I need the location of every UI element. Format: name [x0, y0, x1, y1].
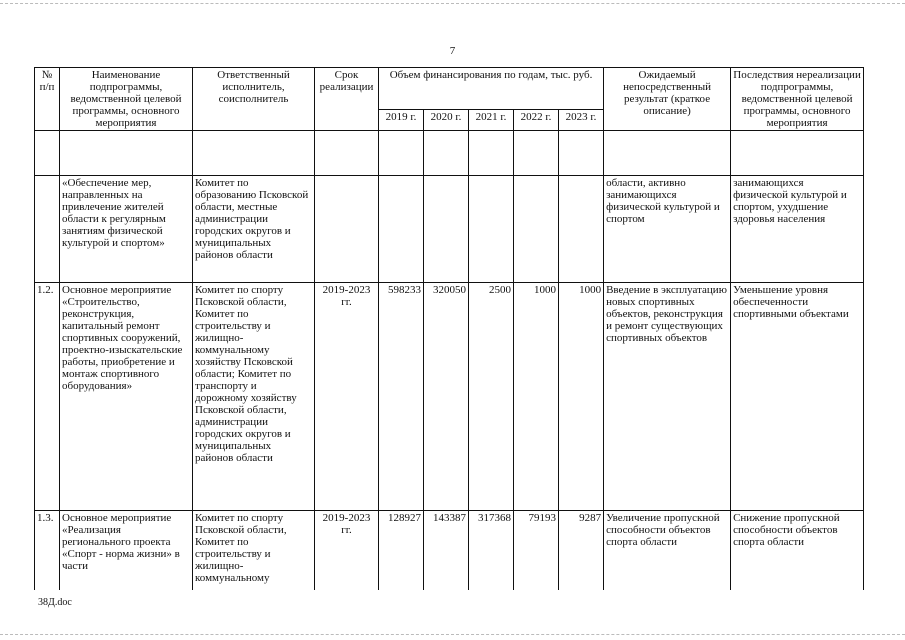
cell-2023	[559, 176, 604, 283]
header-responsible: Ответственный исполнитель, соисполнитель	[193, 68, 315, 131]
cell-result: Введение в эксплуатацию новых спортивных объектов, реконструкция и ремонт существующих спортивных объектов	[604, 283, 731, 511]
header-spacer	[559, 131, 604, 176]
header-spacer	[315, 131, 379, 176]
cell-term: 2019-2023 гг.	[315, 283, 379, 511]
header-spacer	[193, 131, 315, 176]
cell-2022: 1000	[514, 283, 559, 511]
page-number: 7	[449, 45, 456, 57]
cell-term	[315, 176, 379, 283]
table-row	[35, 176, 864, 283]
header-spacer	[469, 131, 514, 176]
header-year-2023: 2023 г.	[559, 109, 604, 130]
cell-responsible: Комитет по образованию Псковской области, местные администрации городских округов и муниципальных районов области	[193, 176, 315, 283]
cell-2023: 9287	[559, 511, 604, 591]
cell-num: 1.2.	[35, 283, 60, 511]
cell-name: «Обеспечение мер, направленных на привлечение жителей области к регулярным занятиям физической культурой и спортом»	[60, 176, 193, 283]
cell-consequences: Снижение пропускной способности объектов спорта области	[731, 511, 864, 591]
cell-2020: 320050	[424, 283, 469, 511]
header-name: Наименование подпрограммы, ведомственной целевой программы, основного мероприятия	[60, 68, 193, 131]
header-term: Срок реализации	[315, 68, 379, 131]
header-num: № п/п	[35, 68, 60, 131]
cell-result: Увеличение пропускной способности объектов спорта области	[604, 511, 731, 591]
table-row	[35, 511, 864, 591]
scan-edge-top	[0, 3, 905, 4]
cell-consequences: Уменьшение уровня обеспеченности спортивными объектами	[731, 283, 864, 511]
cell-2022: 79193	[514, 511, 559, 591]
header-spacer	[60, 131, 193, 176]
header-spacer	[514, 131, 559, 176]
footer-filename: 38Д.doc	[38, 597, 72, 608]
header-year-2020: 2020 г.	[424, 109, 469, 130]
cell-responsible: Комитет по спорту Псковской области, Комитет по строительству и жилищно-коммунальному	[193, 511, 315, 591]
header-spacer	[379, 131, 424, 176]
header-year-2022: 2022 г.	[514, 109, 559, 130]
program-table	[34, 67, 864, 590]
header-year-2019: 2019 г.	[379, 109, 424, 130]
cell-2021: 2500	[469, 283, 514, 511]
header-consequences: Последствия нереализации подпрограммы, ведомственной целевой программы, основного мероприятия	[731, 68, 864, 131]
cell-num: 1.3.	[35, 511, 60, 591]
cell-2021: 317368	[469, 511, 514, 591]
header-spacer	[731, 131, 864, 176]
cell-responsible: Комитет по спорту Псковской области, Комитет по строительству и жилищно-коммунальному хозяйству Псковской области; Комитет по транспорту и дорожному хозяйству Псковской области, администрации городских округов и муниципальных районов области	[193, 283, 315, 511]
cell-2020	[424, 176, 469, 283]
cell-2021	[469, 176, 514, 283]
cell-2019	[379, 176, 424, 283]
header-funding: Объем финансирования по годам, тыс. руб.	[379, 68, 604, 110]
cell-num	[35, 176, 60, 283]
cell-consequences: занимающихся физической культурой и спортом, ухудшение здоровья населения	[731, 176, 864, 283]
cell-2020: 143387	[424, 511, 469, 591]
program-table-wrapper	[34, 67, 864, 590]
scan-edge-bottom	[0, 634, 905, 635]
header-year-2021: 2021 г.	[469, 109, 514, 130]
header-spacer	[424, 131, 469, 176]
header-result: Ожидаемый непосредственный результат (краткое описание)	[604, 68, 731, 131]
cell-name: Основное мероприятие «Строительство, реконструкция, капитальный ремонт спортивных сооружений, проектно-изыскательские работы, приобретение и монтаж спортивного оборудования»	[60, 283, 193, 511]
cell-name: Основное мероприятие «Реализация регионального проекта «Спорт - норма жизни» в части	[60, 511, 193, 591]
header-spacer	[35, 131, 60, 176]
header-spacer	[604, 131, 731, 176]
cell-2019: 598233	[379, 283, 424, 511]
cell-2019: 128927	[379, 511, 424, 591]
cell-term: 2019-2023 гг.	[315, 511, 379, 591]
cell-2023: 1000	[559, 283, 604, 511]
cell-2022	[514, 176, 559, 283]
cell-result: области, активно занимающихся физической культурой и спортом	[604, 176, 731, 283]
table-row	[35, 283, 864, 511]
